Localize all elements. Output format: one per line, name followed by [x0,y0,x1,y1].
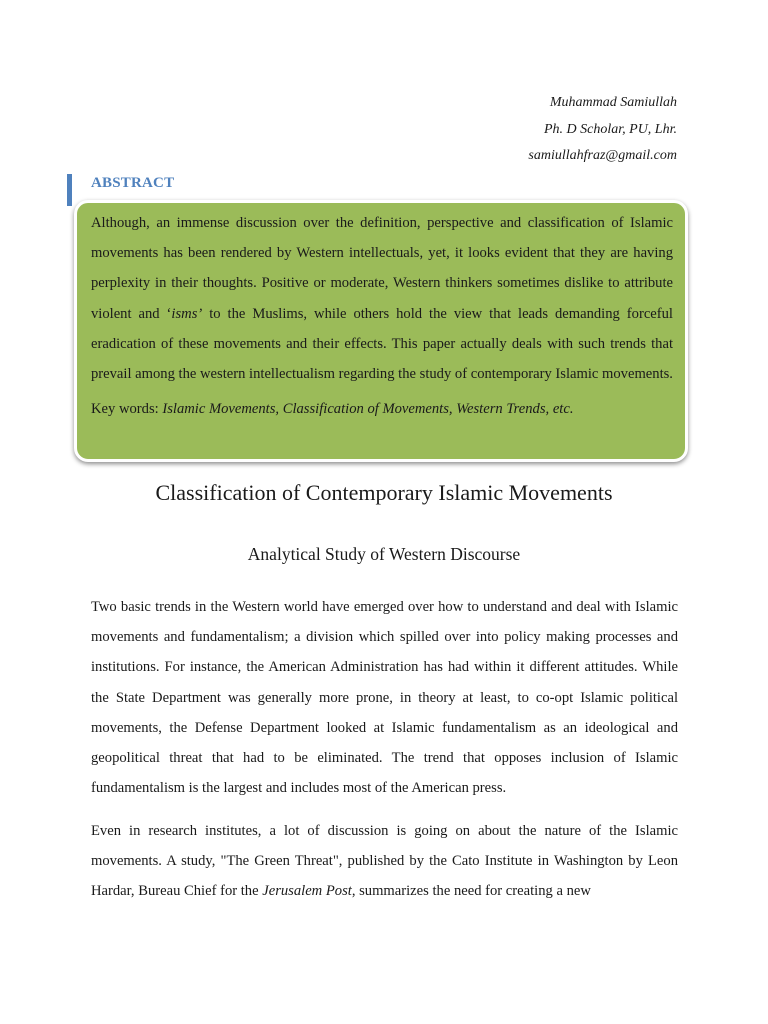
document-subtitle: Analytical Study of Western Discourse [247,544,521,564]
keywords-line [91,394,673,424]
para2-publication: Jerusalem Post [262,883,352,900]
author-name: Muhammad Samiullah [549,95,677,110]
para2-text-part2: , summarizes the need for creating a new [351,883,591,900]
abstract-text [91,208,673,389]
author-title: Ph. D Scholar, PU, Lhr. [543,121,677,137]
abstract-text-part1: Although, an immense discussion over the definition, perspective and classification of Islamic movements has been rendered by Western intellectuals, yet, it looks evident that they are having perplexity in their thoughts. Positive or moderate, Western thinkers sometimes dislike to attribute violent and ‘ [91,215,673,322]
para2-text-part1: Even in research institutes, a lot of discussion is going on about the nature of the Islamic movements. A study, "The Green Threat", published by the Cato Institute in Washington by Leon Hardar, Bureau Chief for the [91,823,678,900]
abstract-heading: ABSTRACT [91,175,175,191]
author-block [528,90,677,170]
body-paragraph-1: Two basic trends in the Western world have emerged over how to understand and deal with Islamic movements and fundamentalism; a division which spilled over into policy making processes and institutions. For instance, the American Administration has had within it different attitudes. While the State Department was generally more prone, in theory at least, to co-opt Islamic political movements, the Defense Department looked at Islamic fundamentalism as an ideological and geopolitical threat that had to be eliminated. The trend that opposes inclusion of Islamic fundamentalism is the largest and includes most of the American press. [91,599,678,797]
author-email: samiullahfraz@gmail.com [528,148,677,163]
document-title: Classification of Contemporary Islamic Movements [155,480,613,505]
abstract-text-isms: isms’ [171,305,203,322]
keywords-label: Key words: [91,401,163,418]
abstract-box [74,200,688,462]
keywords-list: Islamic Movements, Classification of Movements, Western Trends, etc. [162,401,574,418]
abstract-accent-bar [67,174,72,206]
abstract-text-part2: to the Muslims, while others hold the view that leads demanding forceful eradication of these movements and their effects. This paper actually deals with such trends that prevail among the western intellectualism regarding the study of contemporary Islamic movements. [91,305,673,383]
body-paragraph-2 [91,816,678,907]
